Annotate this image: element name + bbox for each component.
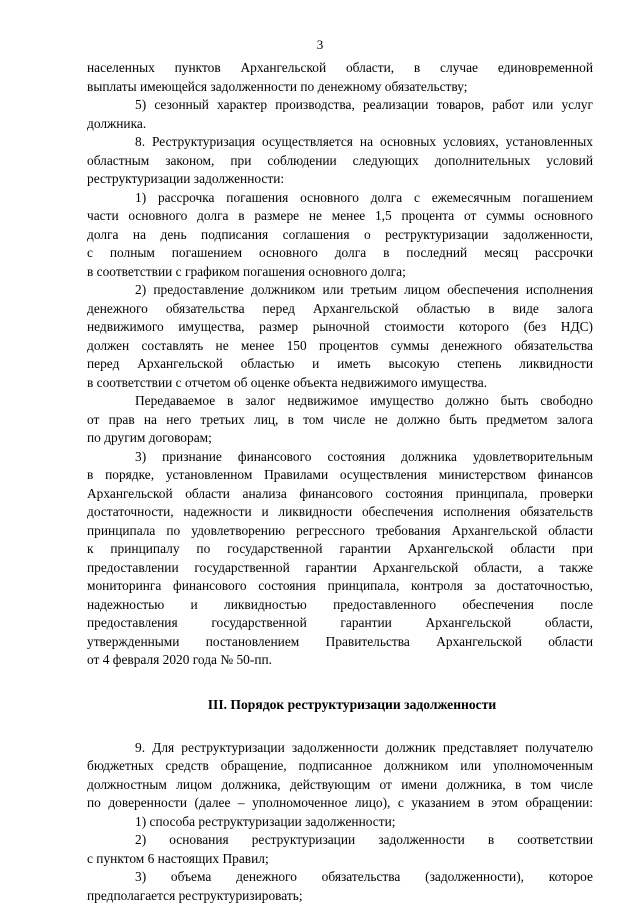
text-line: перед Архангельской областью и иметь высокую степень ликвидности <box>87 356 593 371</box>
text-line: бюджетных средств обращение, подписанное должником или уполномоченным <box>87 758 593 773</box>
text-line: от прав на него третьих лиц, в том числе не должно быть предметом залога <box>87 411 593 427</box>
document-body <box>87 59 593 905</box>
text-line: достаточности, надежности и ликвидности обеспечения исполнения обязательств <box>87 504 593 519</box>
text-line: по доверенности (далее – уполномоченное лицо), с указанием в этом обращении: <box>87 795 593 810</box>
text-line: с пунктом 6 настоящих Правил; <box>87 850 269 866</box>
text-line: предоставлении государственной гарантии Архангельской области, а также <box>87 559 593 575</box>
text-line: должностным лицом должника, действующим от имени должника, в том числе <box>87 776 593 792</box>
text-line: 1) способа реструктуризации задолженности; <box>135 813 396 829</box>
text-line: мониторинга финансового состояния принципала, контроля за достаточностью, <box>87 578 593 593</box>
text-line: предоставления государственной гарантии Архангельской области, <box>87 615 593 630</box>
text-block-procedure <box>87 739 593 905</box>
text-line: 3) признание финансового состояния должника удовлетворительным <box>135 448 593 464</box>
text-line: по другим договорам; <box>87 430 212 445</box>
text-line: Передаваемое в залог недвижимое имущество должно быть свободно <box>135 393 593 408</box>
text-line: в порядке, установленном Правилами осуществления министерством финансов <box>87 467 593 482</box>
text-line: 2) предоставление должником или третьим лицом обеспечения исполнения <box>135 282 593 297</box>
text-line: недвижимого имущества, размер рыночной стоимости которого (без НДС) <box>87 319 593 334</box>
text-line: 2) основания реструктуризации задолженности в соответствии <box>135 832 593 847</box>
text-line: в соответствии с отчетом об оценке объекта недвижимого имущества. <box>87 374 488 390</box>
text-line: 8. Реструктуризация осуществляется на основных условиях, установленных <box>135 134 593 149</box>
text-line: должен составлять не менее 150 процентов суммы денежного обязательства <box>87 337 593 353</box>
text-line: 3) объема денежного обязательства (задолженности), которое <box>135 869 593 884</box>
section-heading: III. Порядок реструктуризации задолженности <box>207 696 497 712</box>
text-line: областным законом, при соблюдении следующих дополнительных условий <box>87 152 593 168</box>
text-line: должника. <box>87 115 147 131</box>
text-line: 1) рассрочка погашения основного долга с ежемесячным погашением <box>135 189 593 205</box>
text-block-conditions <box>87 59 593 670</box>
page-number: 3 <box>316 37 324 52</box>
text-line: 5) сезонный характер производства, реализации товаров, работ или услуг <box>135 97 593 112</box>
text-line: выплаты имеющейся задолженности по денежному обязательству; <box>87 78 468 94</box>
text-line: от 4 февраля 2020 года № 50-пп. <box>87 652 273 667</box>
text-line: предполагается реструктуризировать; <box>87 887 303 903</box>
text-line: с полным погашением основного долга в последний месяц рассрочки <box>87 245 593 260</box>
text-line: к принципалу по государственной гарантии Архангельской области при <box>87 541 593 556</box>
text-line: долга на день подписания соглашения о реструктуризации задолженности, <box>87 226 593 242</box>
text-line: принципала по удовлетворению регрессного требования Архангельской области <box>87 522 593 538</box>
text-line: денежного обязательства перед Архангельской областью в виде залога <box>87 300 593 316</box>
text-line: реструктуризации задолженности: <box>87 171 285 186</box>
text-line: населенных пунктов Архангельской области, в случае единовременной <box>87 60 593 75</box>
text-line: части основного долга в размере не менее 1,5 процента от суммы основного <box>87 208 593 223</box>
text-line: надежностью и ликвидностью предоставленного обеспечения после <box>87 596 593 612</box>
text-line: Архангельской области анализа финансового состояния принципала, проверки <box>87 485 593 501</box>
text-line: в соответствии с графиком погашения основного долга; <box>87 263 406 279</box>
text-line: утвержденными постановлением Правительства Архангельской области <box>87 633 593 649</box>
text-line: 9. Для реструктуризации задолженности должник представляет получателю <box>135 739 593 755</box>
